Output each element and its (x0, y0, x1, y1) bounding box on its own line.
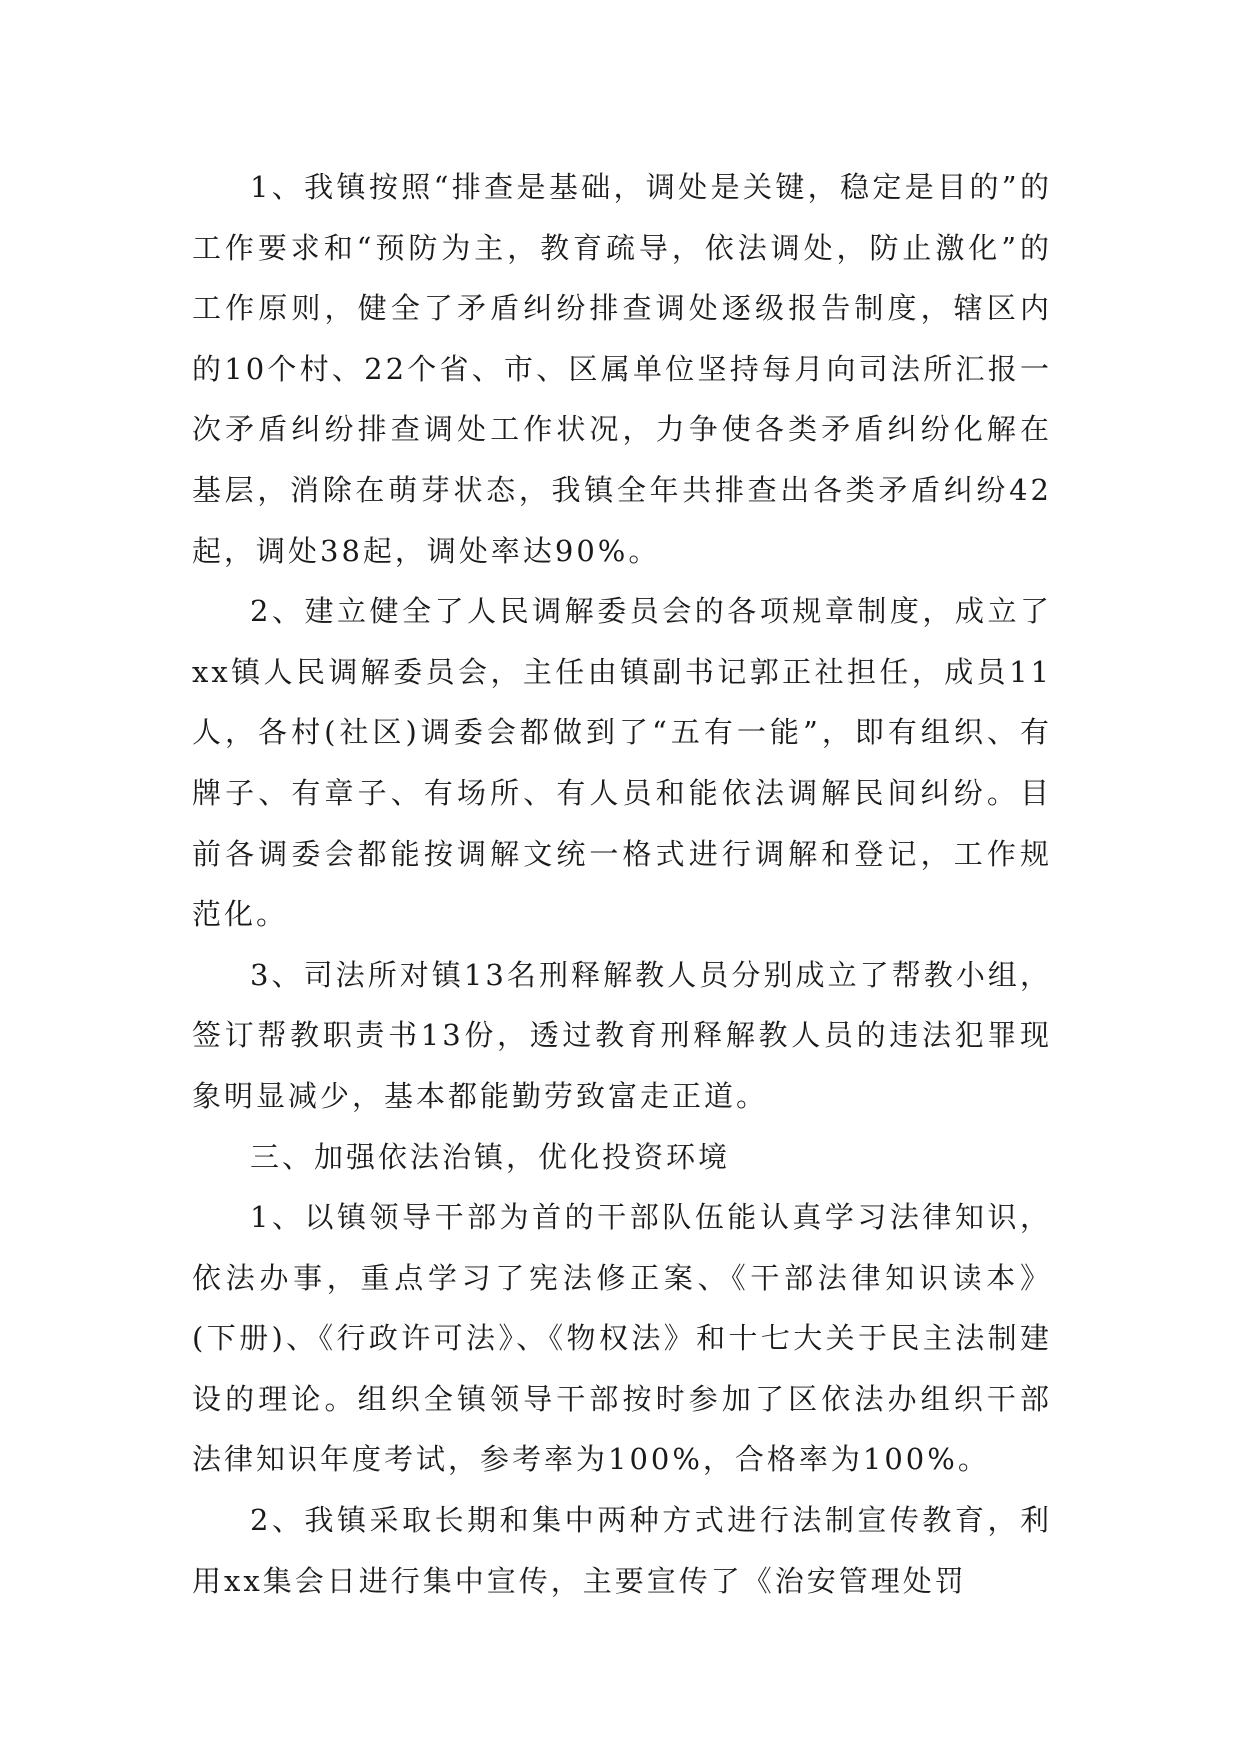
paragraph-legal-publicity: 2、我镇采取长期和集中两种方式进行法制宣传教育，利用xx集会日进行集中宣传，主要宣传了《治安管理处罚 (192, 1503, 1052, 1598)
paragraph-rehabilitation-support: 3、司法所对镇13名刑释解教人员分别成立了帮教小组，签订帮教职责书13份，透过教育刑释解教人员的违法犯罪现象明显减少，基本都能勤劳致富走正道。 (192, 957, 1052, 1113)
paragraph-dispute-screening: 1、我镇按照“排查是基础，调处是关键，稳定是目的”的工作要求和“预防为主，教育疏导，依法调处，防止激化”的工作原则，健全了矛盾纠纷排查调处逐级报告制度，辖区内的10个村、22个省、市、区属单位坚持每月向司法所汇报一次矛盾纠纷排查调处工作状况，力争使各类矛盾纠纷化解在基层，消除在萌芽状态，我镇全年共排查出各类矛盾纠纷42起，调处38起，调处率达90%。 (192, 170, 1052, 568)
section-heading-rule-of-law: 三、加强依法治镇，优化投资环境 (250, 1139, 731, 1174)
paragraph-cadre-legal-study: 1、以镇领导干部为首的干部队伍能认真学习法律知识，依法办事，重点学习了宪法修正案、《干部法律知识读本》(下册)、《行政许可法》、《物权法》和十七大关于民主法制建设的理论。组织全镇领导干部按时参加了区依法办组织干部法律知识年度考试，参考率为100%，合格率为100%。 (192, 1200, 1052, 1477)
paragraph-mediation-committee: 2、建立健全了人民调解委员会的各项规章制度，成立了xx镇人民调解委员会，主任由镇副书记郭正社担任，成员11人，各村(社区)调委会都做到了“五有一能”，即有组织、有牌子、有章子、有场所、有人员和能依法调解民间纠纷。目前各调委会都能按调解文统一格式进行调解和登记，工作规范化。 (192, 594, 1052, 932)
document-page (192, 157, 1052, 1611)
